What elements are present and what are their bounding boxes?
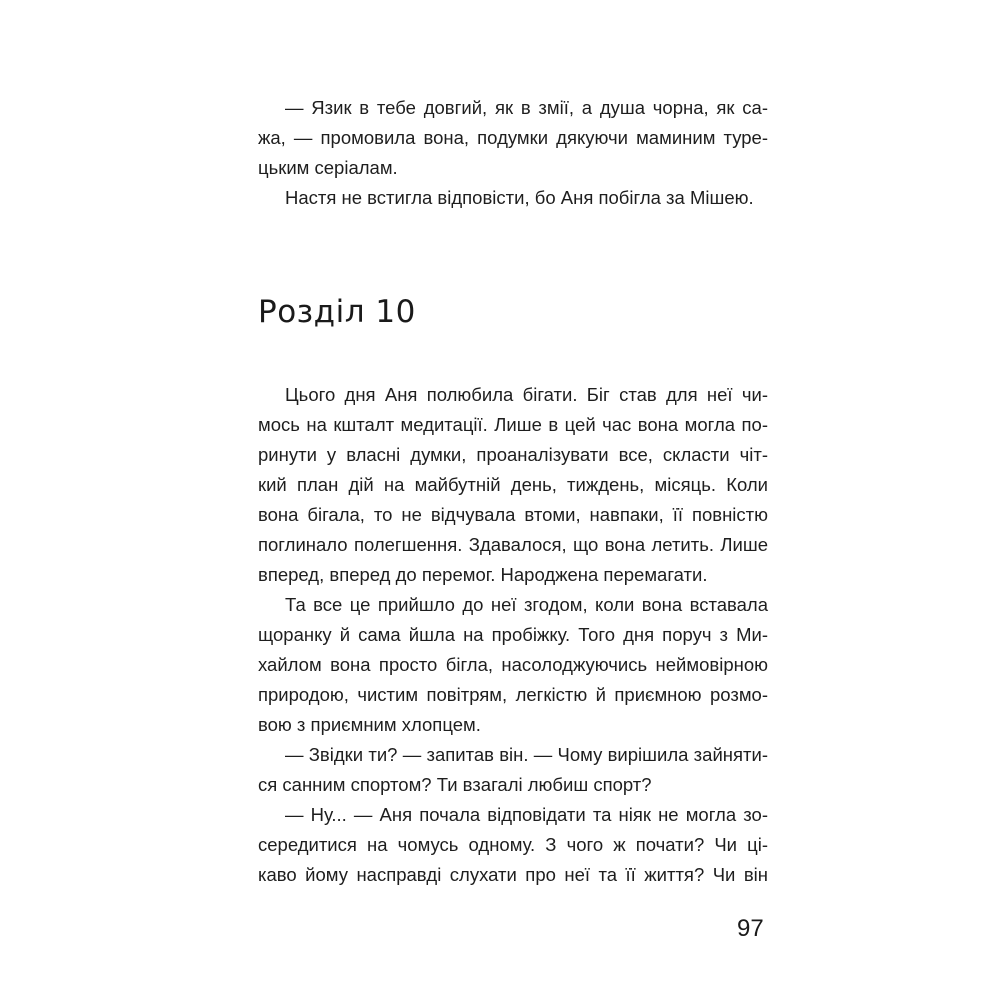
text-line: цьким серіалам. — [258, 157, 398, 178]
chapter-title: Розділ 10 — [258, 294, 416, 330]
text-line: — Язик в тебе довгий, як в змії, а душа чорна, як са- — [285, 97, 768, 118]
text-line: середитися на чомусь одному. З чого ж почати? Чи ці- — [258, 834, 768, 855]
text-line: Цього дня Аня полюбила бігати. Біг став для неї чи- — [285, 384, 768, 405]
text-line: ринути у власні думки, проаналізувати все, скласти чіт- — [258, 444, 768, 465]
text-line: щоранку й сама йшла на пробіжку. Того дня поруч з Ми- — [258, 624, 768, 645]
chapter-body — [258, 380, 768, 890]
text-line: — Звідки ти? — запитав він. — Чому вирішила зайняти- — [285, 744, 768, 765]
text-line: ся санним спортом? Ти взагалі любиш спорт? — [258, 774, 652, 795]
text-line: — Ну... — Аня почала відповідати та ніяк не могла зо- — [285, 804, 768, 825]
text-line: жа, — промовила вона, подумки дякуючи маминим туре- — [258, 127, 768, 148]
text-line: вона бігала, то не відчувала втоми, навпаки, її повністю — [258, 504, 768, 525]
text-line: хайлом вона просто бігла, насолоджуючись неймовірною — [258, 654, 768, 675]
page-number: 97 — [737, 915, 764, 942]
intro-paragraphs — [258, 93, 768, 213]
text-line: мось на кшталт медитації. Лише в цей час вона могла по- — [258, 414, 768, 435]
text-line: каво йому насправді слухати про неї та її життя? Чи він — [258, 864, 768, 885]
text-line: поглинало полегшення. Здавалося, що вона летить. Лише — [258, 534, 768, 555]
text-line: кий план дій на майбутній день, тиждень, місяць. Коли — [258, 474, 768, 495]
text-line: вперед, вперед до перемог. Народжена перемагати. — [258, 564, 708, 585]
text-line: Та все це прийшло до неї згодом, коли вона вставала — [285, 594, 768, 615]
text-line: Настя не встигла відповісти, бо Аня побігла за Мішею. — [285, 187, 754, 208]
text-line: вою з приємним хлопцем. — [258, 714, 481, 735]
text-line: природою, чистим повітрям, легкістю й приємною розмо- — [258, 684, 768, 705]
